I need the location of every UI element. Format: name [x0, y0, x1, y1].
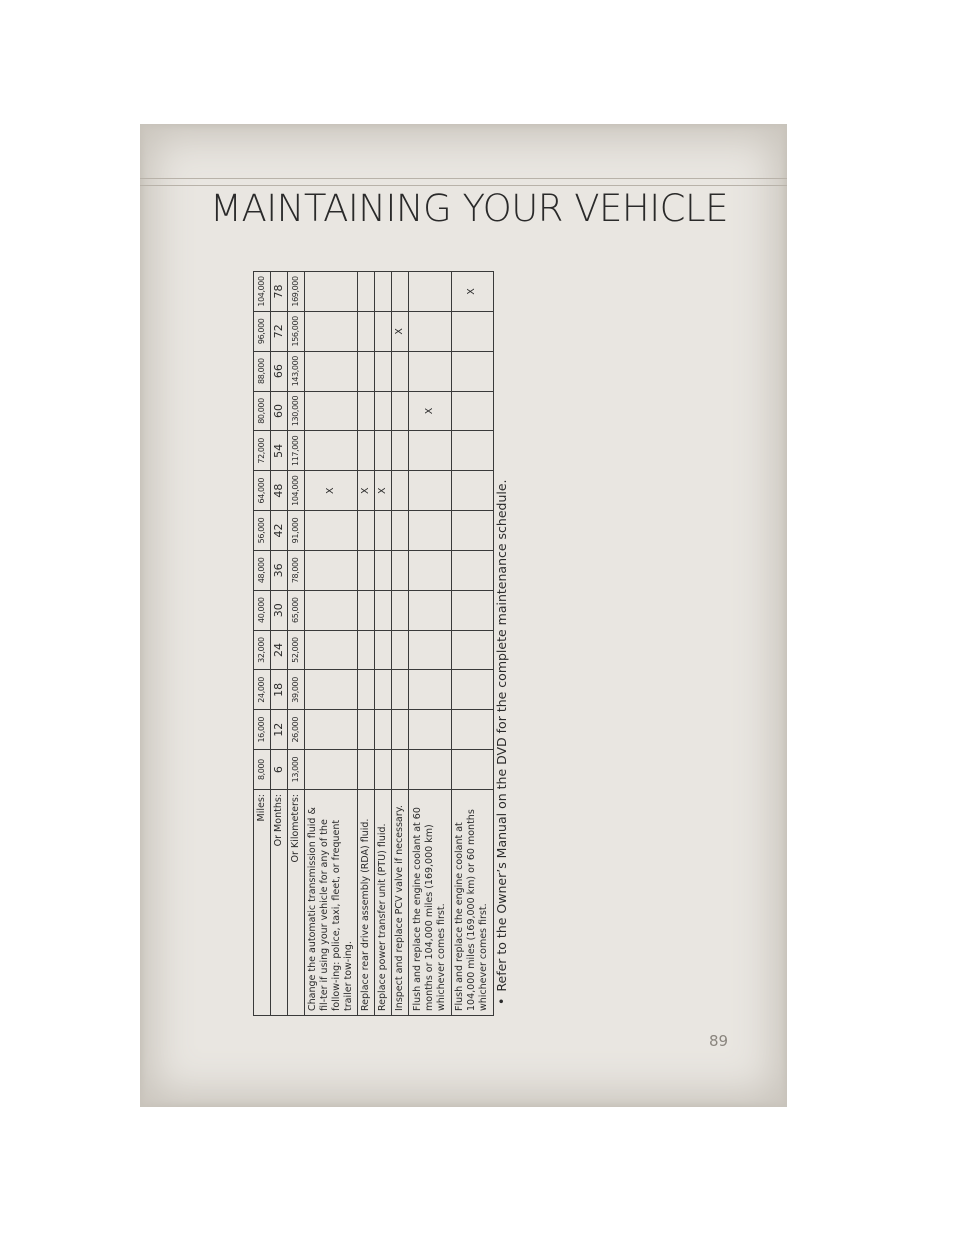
service-interval-cell	[409, 750, 451, 790]
service-interval-cell	[451, 511, 493, 551]
service-row	[305, 272, 357, 1016]
service-description: Replace rear drive assembly (RDA) fluid.	[357, 790, 374, 1016]
months-row-cell: 42	[271, 511, 288, 551]
service-description: Inspect and replace PCV valve if necessary.	[392, 790, 409, 1016]
service-interval-cell	[392, 351, 409, 391]
service-interval-cell	[305, 630, 357, 670]
service-interval-cell: X	[357, 471, 374, 511]
service-interval-cell: X	[392, 311, 409, 351]
months-row-label: Or Months:	[271, 790, 288, 1016]
service-interval-cell	[357, 750, 374, 790]
months-row-cell: 78	[271, 272, 288, 312]
service-interval-cell	[305, 351, 357, 391]
service-interval-cell	[305, 590, 357, 630]
service-interval-cell	[305, 550, 357, 590]
months-row-cell: 24	[271, 630, 288, 670]
miles-row-cell: 56,000	[254, 511, 271, 551]
miles-row-cell: 48,000	[254, 550, 271, 590]
service-interval-cell	[305, 750, 357, 790]
service-interval-cell	[392, 590, 409, 630]
kilometers-row-cell: 26,000	[288, 710, 305, 750]
months-row-cell: 48	[271, 471, 288, 511]
service-interval-cell	[357, 391, 374, 431]
header-rule	[140, 185, 787, 186]
service-interval-cell	[451, 471, 493, 511]
miles-row-cell: 104,000	[254, 272, 271, 312]
service-interval-cell	[451, 550, 493, 590]
service-interval-cell	[409, 590, 451, 630]
service-interval-cell	[357, 511, 374, 551]
kilometers-row-cell: 143,000	[288, 351, 305, 391]
service-interval-cell: X	[305, 471, 357, 511]
service-interval-cell	[409, 431, 451, 471]
service-interval-cell	[451, 710, 493, 750]
service-interval-cell	[392, 710, 409, 750]
miles-row-cell: 80,000	[254, 391, 271, 431]
months-row-cell: 30	[271, 590, 288, 630]
service-interval-cell	[374, 431, 391, 471]
maintenance-schedule-table	[253, 271, 494, 1016]
service-interval-cell	[357, 272, 374, 312]
service-interval-cell	[374, 630, 391, 670]
service-interval-cell	[451, 630, 493, 670]
service-interval-cell	[392, 391, 409, 431]
service-interval-cell	[357, 590, 374, 630]
miles-row	[254, 272, 271, 1016]
service-row	[409, 272, 451, 1016]
service-interval-cell	[374, 550, 391, 590]
service-interval-cell: X	[409, 391, 451, 431]
months-row	[271, 272, 288, 1016]
service-interval-cell	[392, 550, 409, 590]
service-row	[374, 272, 391, 1016]
service-interval-cell	[392, 670, 409, 710]
service-interval-cell	[374, 750, 391, 790]
service-interval-cell	[409, 670, 451, 710]
kilometers-row-cell: 52,000	[288, 630, 305, 670]
service-interval-cell: X	[374, 471, 391, 511]
service-interval-cell	[451, 391, 493, 431]
miles-row-cell: 24,000	[254, 670, 271, 710]
kilometers-row	[288, 272, 305, 1016]
months-row-cell: 60	[271, 391, 288, 431]
service-interval-cell	[305, 710, 357, 750]
miles-row-cell: 16,000	[254, 710, 271, 750]
service-interval-cell	[374, 670, 391, 710]
kilometers-row-cell: 39,000	[288, 670, 305, 710]
service-interval-cell	[374, 511, 391, 551]
service-interval-cell	[451, 590, 493, 630]
service-interval-cell	[357, 431, 374, 471]
service-interval-cell	[374, 590, 391, 630]
service-interval-cell	[409, 630, 451, 670]
kilometers-row-cell: 130,000	[288, 391, 305, 431]
kilometers-row-cell: 169,000	[288, 272, 305, 312]
miles-row-cell: 40,000	[254, 590, 271, 630]
service-interval-cell	[357, 550, 374, 590]
schedule-note	[494, 479, 509, 1005]
kilometers-row-cell: 117,000	[288, 431, 305, 471]
service-interval-cell	[451, 431, 493, 471]
service-description: Replace power transfer unit (PTU) fluid.	[374, 790, 391, 1016]
kilometers-row-cell: 156,000	[288, 311, 305, 351]
header-rule	[140, 178, 787, 179]
maintenance-schedule-table-rotated	[253, 271, 494, 1016]
months-row-cell: 18	[271, 670, 288, 710]
service-interval-cell	[374, 351, 391, 391]
service-interval-cell	[305, 391, 357, 431]
service-description: Change the automatic transmission fluid & fil-ter if using your vehicle for any of the follow-ing: police, taxi, fleet, or frequent trailer tow-ing.	[305, 790, 357, 1016]
service-interval-cell	[451, 351, 493, 391]
service-interval-cell	[357, 351, 374, 391]
service-row	[357, 272, 374, 1016]
miles-row-cell: 72,000	[254, 431, 271, 471]
service-interval-cell	[409, 710, 451, 750]
service-interval-cell	[451, 311, 493, 351]
service-interval-cell	[357, 710, 374, 750]
service-interval-cell	[305, 431, 357, 471]
service-interval-cell	[409, 471, 451, 511]
service-interval-cell	[357, 670, 374, 710]
service-interval-cell	[392, 750, 409, 790]
miles-row-cell: 88,000	[254, 351, 271, 391]
service-interval-cell	[305, 511, 357, 551]
months-row-cell: 6	[271, 750, 288, 790]
months-row-cell: 54	[271, 431, 288, 471]
service-description: Flush and replace the engine coolant at 60 months or 104,000 miles (169,000 km) whichever comes first.	[409, 790, 451, 1016]
service-interval-cell	[305, 272, 357, 312]
service-row	[451, 272, 493, 1016]
service-interval-cell	[357, 630, 374, 670]
miles-row-cell: 8,000	[254, 750, 271, 790]
kilometers-row-cell: 78,000	[288, 550, 305, 590]
service-interval-cell	[451, 750, 493, 790]
miles-row-cell: 64,000	[254, 471, 271, 511]
service-interval-cell: X	[451, 272, 493, 312]
months-row-cell: 72	[271, 311, 288, 351]
service-interval-cell	[451, 670, 493, 710]
kilometers-row-cell: 91,000	[288, 511, 305, 551]
service-interval-cell	[305, 670, 357, 710]
service-description: Flush and replace the engine coolant at 104,000 miles (169,000 km) or 60 months whichever comes first.	[451, 790, 493, 1016]
service-interval-cell	[409, 550, 451, 590]
miles-row-cell: 32,000	[254, 630, 271, 670]
service-interval-cell	[392, 630, 409, 670]
service-interval-cell	[409, 351, 451, 391]
service-interval-cell	[374, 272, 391, 312]
months-row-cell: 12	[271, 710, 288, 750]
kilometers-row-cell: 13,000	[288, 750, 305, 790]
page-number: 89	[709, 1032, 729, 1050]
bullet-glyph: •	[494, 997, 509, 1005]
page-title: MAINTAINING YOUR VEHICLE	[210, 187, 728, 230]
months-row-cell: 36	[271, 550, 288, 590]
months-row-cell: 66	[271, 351, 288, 391]
kilometers-row-cell: 104,000	[288, 471, 305, 511]
service-interval-cell	[374, 710, 391, 750]
kilometers-row-label: Or Kilometers:	[288, 790, 305, 1016]
service-interval-cell	[392, 511, 409, 551]
schedule-note-text: Refer to the Owner’s Manual on the DVD for the complete maintenance schedule.	[494, 479, 509, 992]
service-interval-cell	[392, 272, 409, 312]
service-interval-cell	[409, 311, 451, 351]
kilometers-row-cell: 65,000	[288, 590, 305, 630]
service-interval-cell	[392, 471, 409, 511]
service-interval-cell	[305, 311, 357, 351]
service-interval-cell	[374, 391, 391, 431]
service-interval-cell	[409, 272, 451, 312]
miles-row-cell: 96,000	[254, 311, 271, 351]
service-interval-cell	[409, 511, 451, 551]
miles-row-label: Miles:	[254, 790, 271, 1016]
service-row	[392, 272, 409, 1016]
service-interval-cell	[392, 431, 409, 471]
service-interval-cell	[357, 311, 374, 351]
service-interval-cell	[374, 311, 391, 351]
